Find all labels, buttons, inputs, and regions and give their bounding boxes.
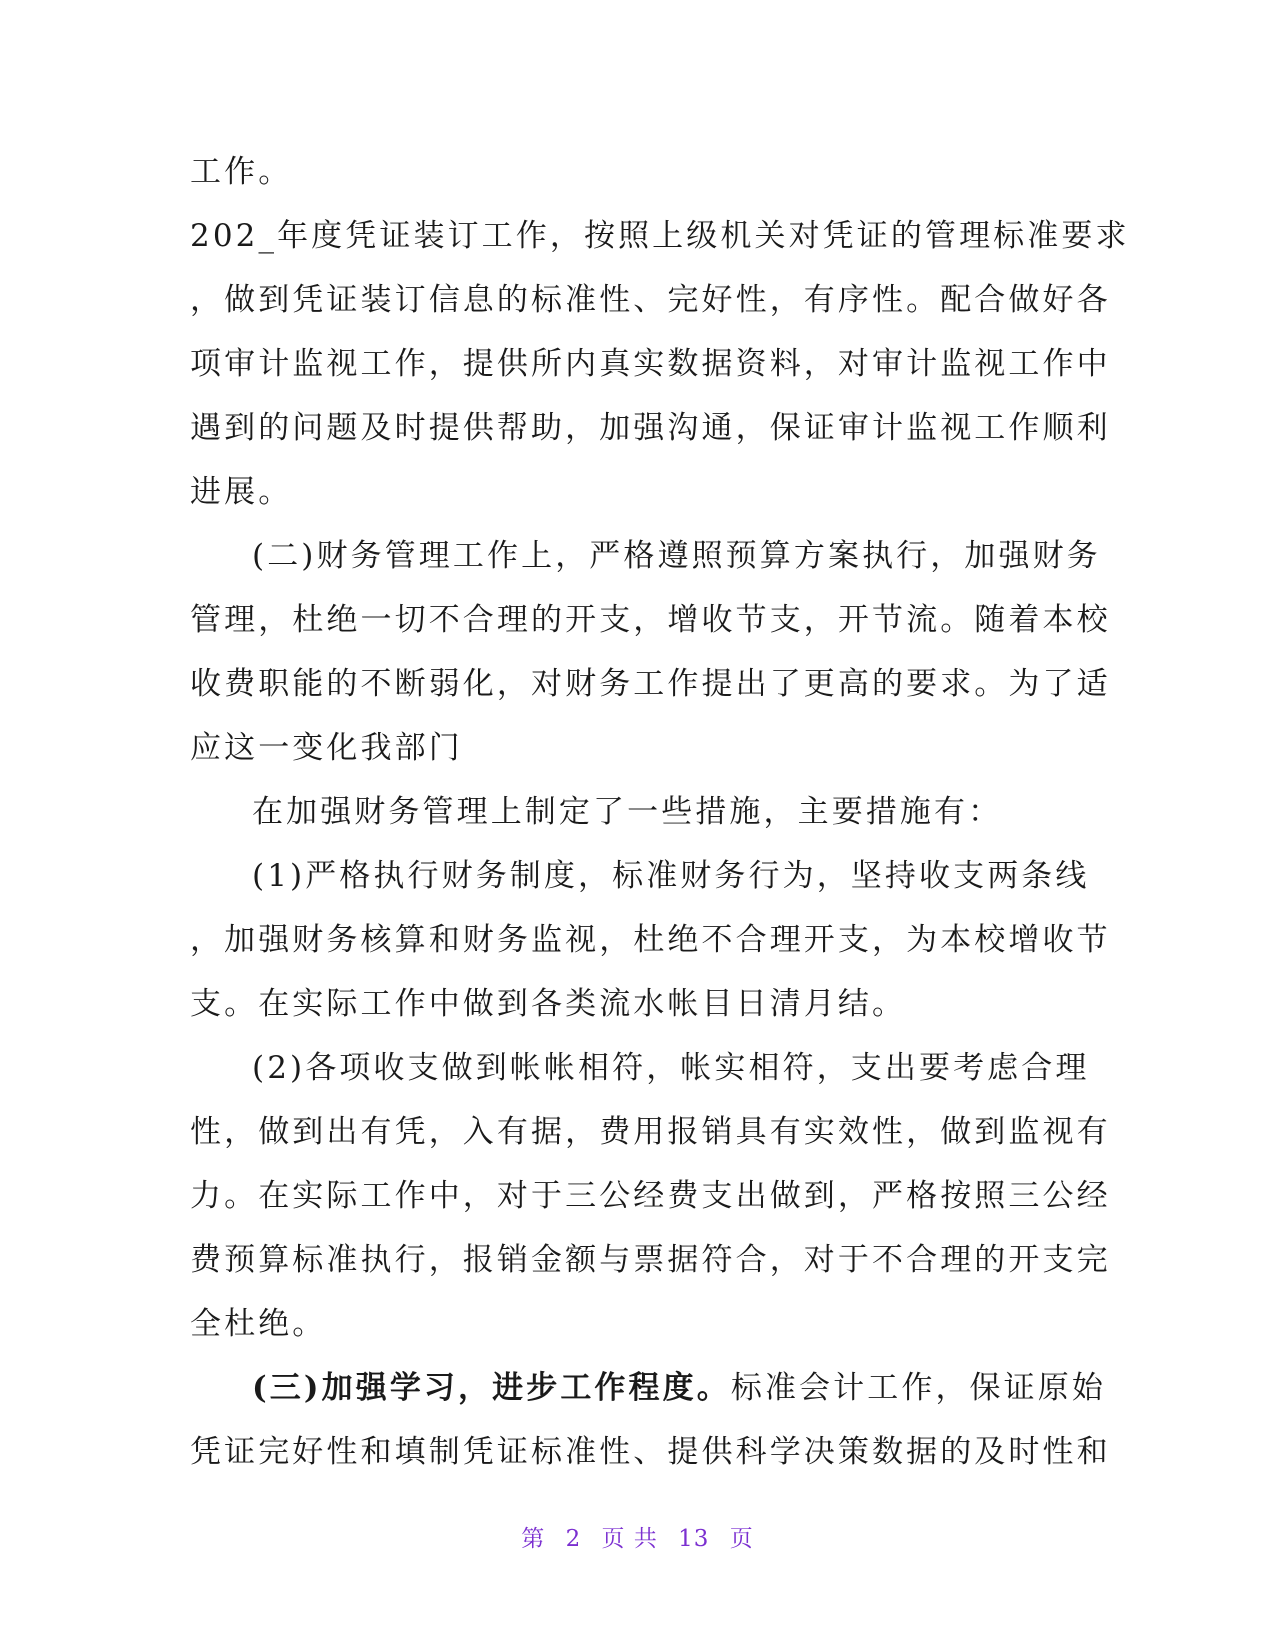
body-line: ，做到凭证装订信息的标准性、完好性，有序性。配合做好各 [190,282,1111,318]
body-line: 力。在实际工作中，对于三公经费支出做到，严格按照三公经 [190,1178,1111,1214]
section-3-paragraph-start [190,1356,1106,1420]
body-line: 项审计监视工作，提供所内真实数据资料，对审计监视工作中 [190,346,1111,382]
body-line: 支。在实际工作中做到各类流水帐目日清月结。 [190,986,907,1022]
body-line: 管理，杜绝一切不合理的开支，增收节支，开节流。随着本校 [190,602,1111,638]
body-line: 全杜绝。 [190,1306,327,1342]
body-line: 收费职能的不断弱化，对财务工作提出了更高的要求。为了适 [190,666,1111,702]
section-3-heading: (三)加强学习，进步工作程度。 [252,1370,731,1406]
body-line: 工作。 [190,154,293,190]
body-line: 费预算标准执行，报销金额与票据符合，对于不合理的开支完 [190,1242,1111,1278]
section-2-paragraph-start: (二)财务管理工作上，严格遵照预算方案执行，加强财务 [252,538,1101,574]
page-footer [0,1520,1275,1553]
body-line: ，加强财务核算和财务监视，杜绝不合理开支，为本校增收节 [190,922,1111,958]
body-line: 性，做到出有凭，入有据，费用报销具有实效性，做到监视有 [190,1114,1111,1150]
body-line: 应这一变化我部门 [190,730,463,766]
measure-2-start: (2)各项收支做到帐帐相符，帐实相符，支出要考虑合理 [252,1050,1090,1086]
body-line: 进展。 [190,474,293,510]
document-body [190,140,1130,1484]
section-3-text: 标准会计工作，保证原始 [730,1370,1106,1406]
footer-suffix: 页 [729,1526,754,1552]
footer-prefix: 第 [521,1526,546,1552]
measure-1-start: (1)严格执行财务制度，标准财务行为，坚持收支两条线 [252,858,1090,894]
footer-current-page: 2 [565,1526,582,1552]
footer-middle: 页 共 [601,1526,658,1552]
body-line: 遇到的问题及时提供帮助，加强沟通，保证审计监视工作顺利 [190,410,1111,446]
measures-intro: 在加强财务管理上制定了一些措施，主要措施有： [252,794,1003,830]
body-line: 202_年度凭证装订工作，按照上级机关对凭证的管理标准要求 [190,218,1130,254]
body-line: 凭证完好性和填制凭证标准性、提供科学决策数据的及时性和 [190,1434,1111,1470]
footer-total-pages: 13 [678,1526,710,1552]
